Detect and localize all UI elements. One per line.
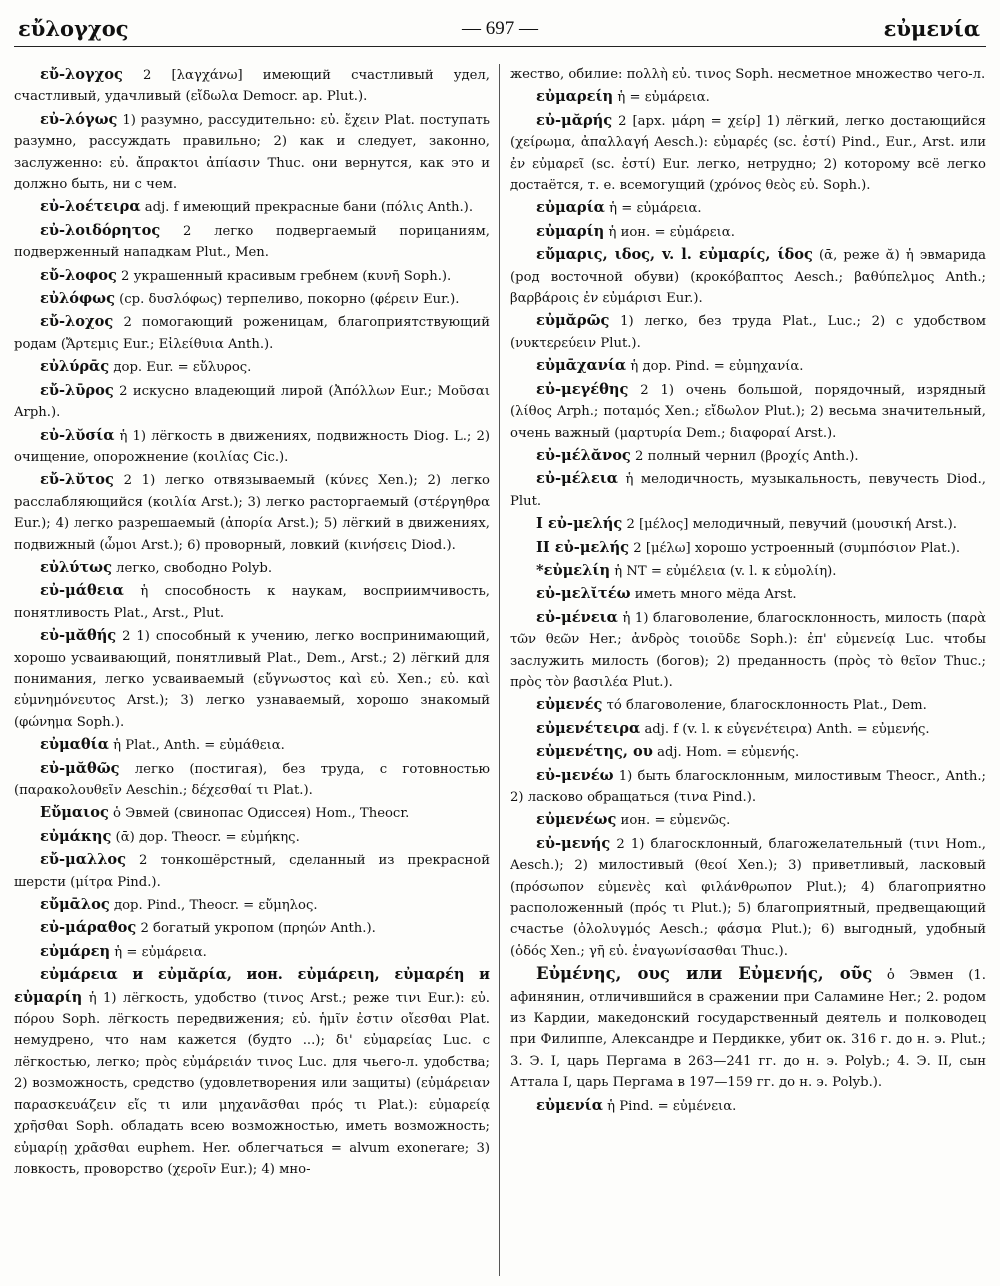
entry-definition: 1) быть благосклонным, милостивым Theocr., Anth.; 2) ласково обращаться (τινα Pind.).	[510, 768, 986, 805]
dictionary-entry	[510, 809, 986, 831]
entry-definition: ἡ = εὐμάρεια.	[110, 944, 207, 960]
entry-headword: εὔ-λοχος	[40, 313, 114, 331]
entry-headword: εὐμενέως	[536, 811, 617, 829]
entry-headword: εὔμᾱλος	[40, 896, 110, 914]
entry-definition: 1) разумно, рассудительно: εὐ. ἔχειν Plat. поступать разумно, рассуждать правильно; 2) как и следует, законно, заслуженно: εὐ. ἄπρακτοι ἀπίασιν Thuc. они вернутся, как это и должно быть, ни с чем.	[14, 112, 490, 193]
dictionary-entry	[14, 380, 490, 424]
entry-headword: εὐμάρεια и εὐμᾰρία, ион. εὐμάρειη, εὐμαρέη и εὐμαρίη	[14, 966, 490, 1006]
entry-definition: 2 помогающий роженицам, благоприятствующий родам (Ἄρτεμις Eur.; Εἰλείθυια Anth.).	[14, 315, 490, 352]
entry-headword: εὐ-μενέω	[536, 766, 614, 784]
left-running-head: εὔλογχος	[18, 16, 129, 41]
entry-headword: εὐ-μέλᾰνος	[536, 446, 631, 464]
dictionary-entry	[510, 741, 986, 763]
entry-headword: εὐμαρείη	[536, 88, 614, 106]
entry-headword: εὐμενία	[536, 1096, 603, 1114]
entry-headword: εὐμάρεη	[40, 942, 111, 960]
entry-headword: εὔμαρις, ιδος, v. l. εὐμαρίς, ίδος	[536, 246, 813, 264]
entry-definition: ἡ ион. = εὐμάρεια.	[604, 224, 735, 240]
entry-definition: ὁ Эвмен (1. афинянин, отличившийся в сражении при Саламине Her.; 2. родом из Кардии, македонский государственный деятель и полководец при Филиппе, Александре и Пердикке, убит ок. 316 г. до н. э. Plut.; 3. Э. I, царь Пергама в 263—241 гг. до н. э. Polyb.; 4. Э. II, сын Аттала I, царь Пергама в 197—159 гг. до н. э. Polyb.).	[510, 968, 986, 1091]
entry-definition: ἡ = εὐμάρεια.	[613, 90, 710, 106]
entry-headword: εὐμενές	[536, 696, 603, 714]
entry-headword: εὐ-μεγέθης	[536, 380, 629, 398]
entry-headword: εὐμαρία	[536, 199, 605, 217]
dictionary-entry	[14, 734, 490, 756]
entry-definition: adj. f (v. l. к εὐγενέτειρα) Anth. = εὐμενής.	[640, 721, 930, 737]
entry-definition: ἡ мелодичность, музыкальность, певучесть Diod., Plut.	[510, 472, 986, 509]
dictionary-entry	[510, 221, 986, 243]
entry-headword: εὐ-μέλεια	[536, 470, 619, 488]
dictionary-entry	[510, 1095, 986, 1117]
entry-headword: εὔ-λῠτος	[40, 471, 114, 489]
dictionary-entry	[14, 894, 490, 916]
dictionary-entry	[14, 941, 490, 963]
entry-definition: ἡ Plat., Anth. = εὐμάθεια.	[108, 738, 285, 754]
page-number: — 697 —	[462, 18, 538, 39]
entry-headword: εὐλύρᾱς	[40, 358, 110, 376]
entry-headword: εὐμᾱχανία	[536, 357, 627, 375]
entry-headword: Εὐμένης, ους или Εὐμενής, οῦς	[536, 964, 873, 984]
entry-definition: 2 украшенный красивым гребнем (κυνῆ Soph.).	[116, 268, 452, 284]
dictionary-entry	[14, 64, 490, 108]
entry-definition: 2 [μέλος] мелодичный, певучий (μουσική Arst.).	[622, 517, 957, 533]
dictionary-entry	[14, 802, 490, 824]
entry-definition: ἡ дор. Pind. = εὐμηχανία.	[626, 359, 804, 375]
entry-definition: ἡ NT = εὐμέλεια (v. l. к εὐμολίη).	[610, 563, 837, 579]
dictionary-entry	[510, 310, 986, 354]
dictionary-entry	[14, 917, 490, 939]
entry-definition: легко (постигая), без труда, с готовностью (παρακολουθεῖν Aeschin.; δέχεσθαί τι Plat.).	[14, 761, 490, 798]
entry-headword: εὐ-μελῐτέω	[536, 585, 631, 603]
entry-headword: εὐ-μᾰθής	[40, 627, 117, 645]
dictionary-entry	[14, 196, 490, 218]
entry-definition: (ср. δυσλόφως) терпеливо, покорно (φέρειν Eur.).	[114, 292, 460, 308]
dictionary-entry	[510, 197, 986, 219]
entry-definition: adj. Hom. = εὐμενής.	[652, 745, 800, 761]
dictionary-entry	[510, 468, 986, 512]
entry-headword: εὐμενέτειρα	[536, 719, 641, 737]
entry-definition: τό благоволение, благосклонность Plat., Dem.	[602, 698, 927, 714]
entry-definition: 2 искусно владеющий лирой (Ἀπόλλων Eur.; Μοῦσαι Arph.).	[14, 383, 490, 421]
dictionary-entry	[14, 109, 490, 196]
entry-headword: εὐμάκης	[40, 827, 112, 845]
entry-definition: 2 [λαγχάνω] имеющий счастливый удел, счастливый, удачливый (εἴδωλα Democr. ap. Plut.).	[14, 68, 490, 105]
dictionary-entry	[510, 718, 986, 740]
entry-headword: εὐλόφως	[40, 290, 115, 308]
dictionary-entry	[14, 826, 490, 848]
dictionary-entry	[14, 625, 490, 733]
entry-headword: εὐ-λοιδόρητος	[40, 221, 161, 239]
entry-headword: εὐ-μενής	[536, 834, 611, 852]
entry-definition: ἡ способность к наукам, восприимчивость, понятливость Plat., Arst., Plut.	[14, 584, 490, 621]
dictionary-entry	[510, 355, 986, 377]
entry-definition: легко, свободно Polyb.	[111, 560, 273, 576]
dictionary-entry	[510, 607, 986, 694]
entry-headword: εὐ-μᾰθῶς	[40, 759, 120, 777]
entry-definition: 1) легко, без труда Plat., Luc.; 2) с удобством (νυκτερεύειν Plut.).	[510, 314, 986, 351]
entry-headword: εὐμενέτης, ου	[536, 743, 653, 761]
dictionary-entry	[14, 849, 490, 893]
dictionary-entry	[510, 244, 986, 309]
entry-headword: εὔ-λοφος	[40, 266, 117, 284]
dictionary-entry	[510, 64, 986, 85]
dictionary-entry	[510, 513, 986, 535]
entry-headword: εὐ-μάραθος	[40, 919, 137, 937]
entry-definition: 2 легко подвергаемый порицаниям, подверженный нападкам Plut., Men.	[14, 223, 490, 261]
entry-headword: εὐ-μάθεια	[40, 582, 124, 600]
entry-headword: εὐλύτως	[40, 558, 112, 576]
dictionary-entry	[14, 288, 490, 310]
dictionary-entry	[14, 265, 490, 287]
dictionary-entry	[14, 425, 490, 469]
entry-definition: 2 1) благосклонный, благожелательный (τινι Hom., Aesch.); 2) милостивый (θεοί Xen.); 3) приветливый, ласковый (πρόσωπον εὐμενὲς καὶ φιλάνθρωπον Plut.); 4) благоприятно расположенный (πρός τι Plut.); 5) благоприятный, предвещающий счастье (ὀλολυγμός Aesch.; φάσμα Plut.); 6) выгодный, удобный (ὁδός Xen.; γῆ εὐ. ἐναγωνίσασθαι Thuc.).	[510, 836, 986, 959]
entry-definition: 2 1) очень большой, порядочный, изрядный (λίθος Arph.; ποταμός Xen.; εἴδωλον Plut.); 2) весьма значительный, очень важный (μαρτυρία Dem.; διαφοραί Arst.).	[510, 382, 986, 441]
entry-definition: 2 богатый укропом (πρηών Anth.).	[136, 921, 376, 937]
entry-headword: εὐ-λῠσία	[40, 426, 115, 444]
dictionary-entry	[510, 110, 986, 197]
dictionary-entry	[14, 356, 490, 378]
dictionary-entry	[510, 694, 986, 716]
entry-definition: (ᾱ) дор. Theocr. = εὐμήκης.	[111, 829, 300, 845]
entry-headword: εὔ-μαλλος	[40, 851, 127, 869]
entry-definition: 2 тонкошёрстный, сделанный из прекрасной шерсти (μίτρα Pind.).	[14, 853, 490, 890]
entry-definition: 2 [арх. μάρη = χείρ] 1) лёгкий, легко достающийся (χείρωμα, ἀπαλλαγή Aesch.): εὐμαρές (sc. ἐστί) Pind., Eur., Arst. или ἐν εὐμαρεῖ (sc. ἐστί) Eur. легко, нетрудно; 2) которому всё легко достаётся, т. е. всемогущий (χρόνος θεὸς εὐ. Soph.).	[510, 113, 986, 194]
entry-headword: εὐμαθία	[40, 736, 109, 754]
dictionary-entry	[14, 469, 490, 556]
entry-headword: εὐμᾰρῶς	[536, 312, 610, 330]
page-header	[14, 12, 986, 47]
entry-definition: adj. f имеющий прекрасные бани (πόλις Anth.).	[140, 200, 474, 216]
entry-definition: 2 1) способный к учению, легко воспринимающий, хорошо усваивающий, понятливый Plat., Dem., Arst.; 2) лёгкий для понимания, легко усваиваемый (εὔγνωστος καὶ εὐ. Xen.; εὐ. καὶ εὐμνημόνευτος Arst.); 3) легко узнаваемый, хорошо знакомый (φώνημα Soph.).	[14, 629, 490, 730]
entry-headword: εὐ-μένεια	[536, 608, 618, 626]
entry-headword: *εὐμελίη	[536, 561, 611, 579]
dictionary-entry	[510, 379, 986, 444]
entry-definition: ἡ 1) благоволение, благосклонность, милость (παρὰ τῶν θεῶν Her.; ἀνδρὸς τοιοῦδε Soph.): ἐπ' εὐμενείᾳ Luc. чтобы заслужить милость (богов); 2) преданность (πρὸς τὸ θεῖον Thuc.; πρὸς τὸν βασιλέα Plut.).	[510, 610, 986, 690]
dictionary-entry	[510, 537, 986, 559]
right-column	[510, 64, 986, 1278]
dictionary-entry	[14, 557, 490, 579]
entry-definition: ἡ 1) лёгкость в движениях, подвижность Diog. L.; 2) очищение, опорожнение (κοιλίας Cic.).	[14, 428, 490, 465]
dictionary-entry	[14, 311, 490, 355]
dictionary-entry	[510, 445, 986, 467]
entry-definition: иметь много мёда Arst.	[630, 587, 797, 603]
dictionary-entry	[510, 833, 986, 962]
entry-headword: I εὐ-μελής	[536, 515, 623, 533]
column-divider	[499, 64, 500, 1276]
entry-definition: (ᾱ, реже ᾰ) ἡ эвмарида (род восточной обуви) (κροκόβαπτος Aesch.; βαθύπελμος Anth.; βαρβάροις ἐν εὐμάρισι Eur.).	[510, 248, 986, 307]
entry-definition: дор. Pind., Theocr. = εὔμηλος.	[109, 898, 318, 914]
dictionary-entry	[14, 758, 490, 802]
entry-headword: εὐμαρίη	[536, 222, 605, 240]
entry-headword: εὐ-λόγως	[40, 110, 118, 128]
left-column	[14, 64, 490, 1278]
dictionary-entry	[510, 583, 986, 605]
dictionary-entry	[510, 86, 986, 108]
dictionary-entry	[510, 765, 986, 809]
entry-definition: 2 полный чернил (βροχίς Anth.).	[630, 448, 859, 464]
entry-definition: ἡ Pind. = εὐμένεια.	[602, 1098, 737, 1114]
entry-headword: εὐ-λοέτειρα	[40, 198, 141, 216]
entry-definition: дор. Eur. = εὔλυρος.	[109, 360, 252, 376]
dictionary-entry	[510, 963, 986, 1093]
entry-definition: ион. = εὐμενῶς.	[616, 813, 731, 829]
dictionary-entry	[14, 220, 490, 264]
dictionary-entry	[510, 560, 986, 582]
entry-headword: εὔ-λογχος	[40, 66, 123, 83]
entry-headword: Εὔμαιος	[40, 804, 109, 822]
entry-headword: εὔ-λῡρος	[40, 381, 114, 399]
dictionary-entry	[14, 580, 490, 624]
entry-definition: 2 [μέλω] хорошо устроенный (συμπόσιον Plat.).	[629, 540, 961, 556]
entry-definition: жество, обилие: πολλὴ εὐ. τινος Soph. несметное множество чего-л.	[510, 67, 986, 82]
entry-definition: ἡ 1) лёгкость, удобство (τινος Arst.; реже τινι Eur.): εὐ. πόρου Soph. лёгкость передвижения; εὐ. ἡμῖν ἐστιν οἴεσθαι Plat. немудрено, что нам кажется (будто ...); δι' εὐμαρείας Luc. с лёгкостью, легко; πρὸς εὐμάρειάν τινος Luc. для чьего-л. удобства; 2) возможность, средство (удовлетворения или защиты) (εὐμάρειαν παρασκευάζειν εἴς τι или μηχανᾶσθαι πρός τι Plat.): εὐμαρείᾳ χρῆσθαι Soph. обладать всею возможностью, иметь возможность; εὐμαρίῃ χρᾶσθαι euphem. Her. облегчаться = alvum exonerare; 3) ловкость, проворство (χεροῖν Eur.); 4) мно-	[14, 990, 490, 1177]
entry-headword: II εὐ-μελής	[536, 538, 630, 556]
dictionary-entry	[14, 964, 490, 1180]
entry-definition: ὁ Эвмей (свинопас Одиссея) Hom., Theocr.	[108, 806, 410, 822]
entry-headword: εὐ-μᾰρής	[536, 111, 613, 129]
entry-definition: ἡ = εὐμάρεια.	[604, 201, 702, 217]
entry-definition: 2 1) легко отвязываемый (κύνες Xen.); 2) легко расслабляющийся (κοιλία Arst.); 3) легко расторгаемый (στέργηθρα Eur.); 4) легко разрешаемый (ἀπορία Arst.); 5) лёгкий в движениях, подвижный (ὦμοι Arst.); 6) проворный, ловкий (κινήσεις Diod.).	[14, 473, 490, 553]
right-running-head: εὐμενία	[883, 16, 980, 41]
